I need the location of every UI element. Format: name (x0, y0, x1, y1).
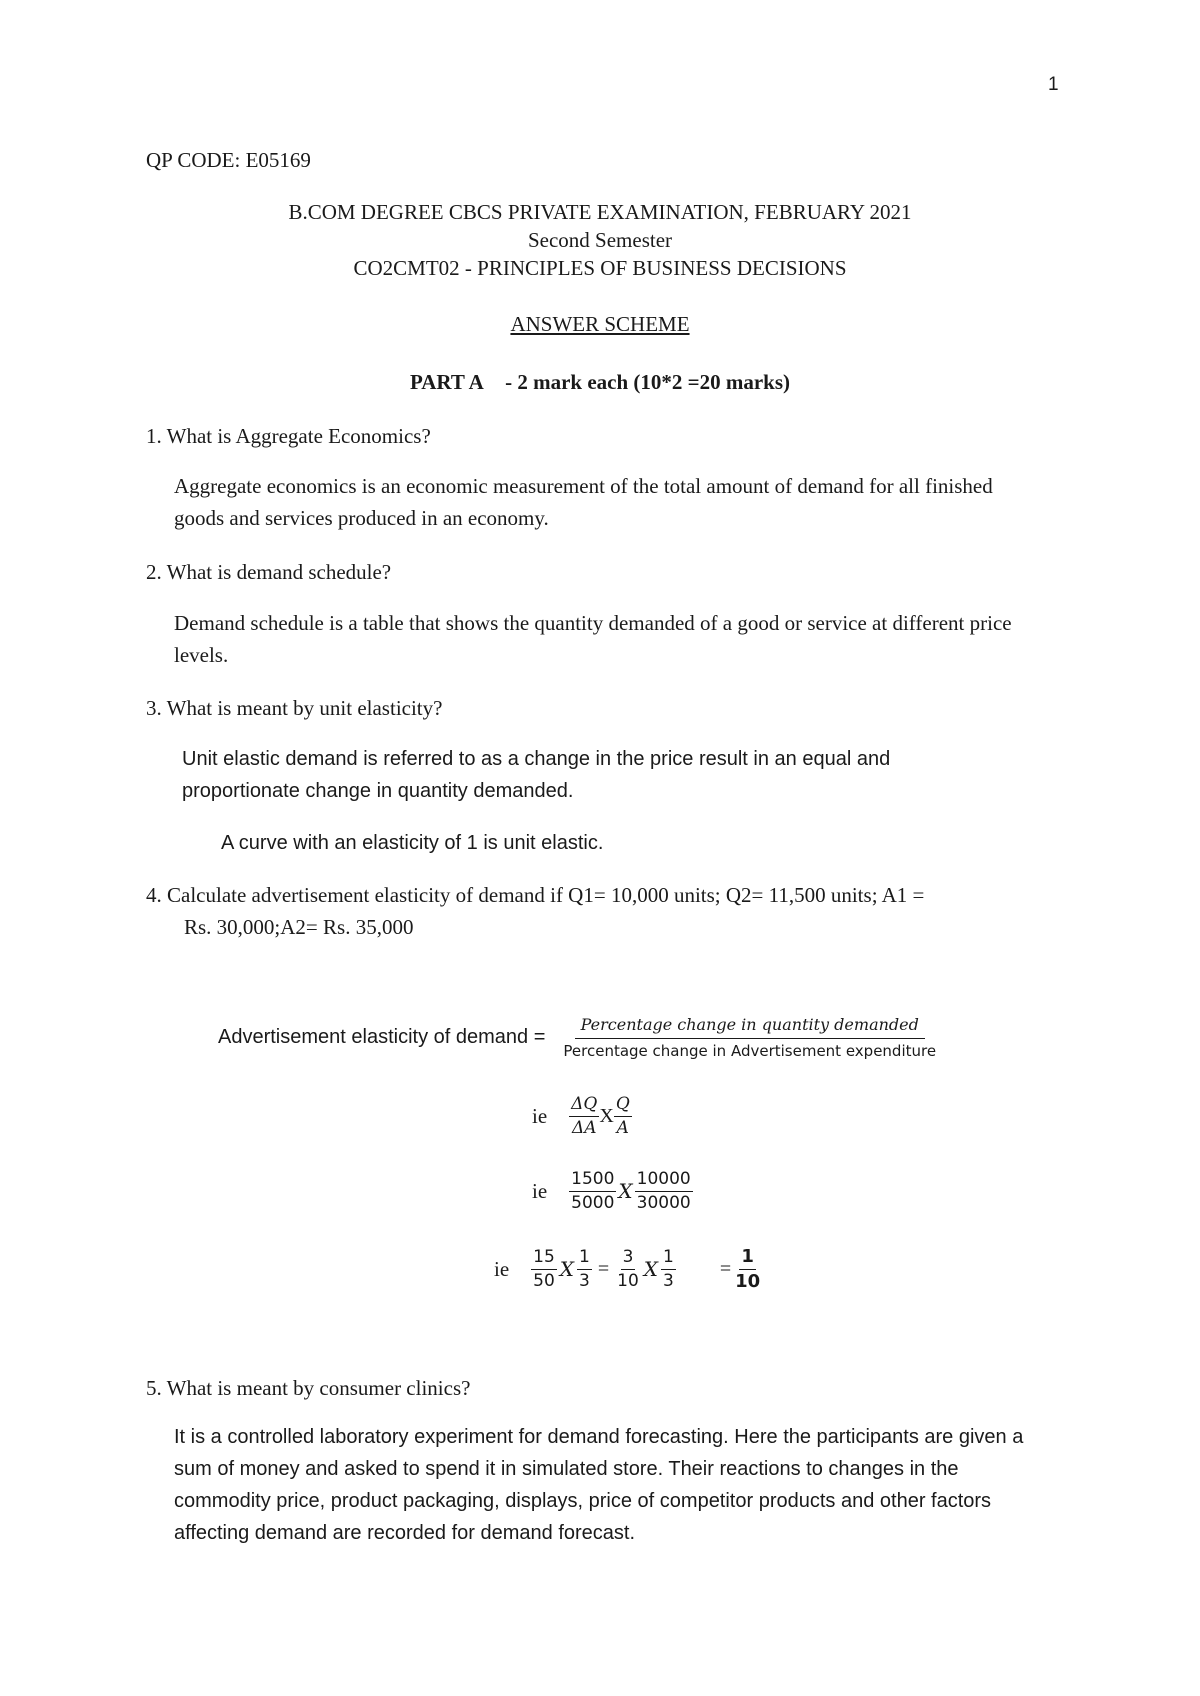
formula-step-3 (494, 1247, 762, 1292)
ie-label: ie (532, 1178, 548, 1203)
scheme-title: ANSWER SCHEME (510, 312, 690, 336)
page-number: 1 (1048, 74, 1059, 95)
qp-code: QP CODE: E05169 (146, 148, 311, 172)
formula-lhs: Advertisement elasticity of demand = (218, 1026, 546, 1049)
step3-equals-1: = (597, 1257, 610, 1280)
step2-n1: 1500 (569, 1170, 616, 1192)
question-4-line-1: 4. Calculate advertisement elasticity of demand if Q1= 10,000 units; Q2= 11,500 units; A1 = (146, 883, 925, 907)
part-a-marks: - 2 mark each (10*2 =20 marks) (505, 370, 791, 394)
step3-n2: 1 (577, 1248, 592, 1270)
step1-times: X (599, 1104, 614, 1127)
step1-n2: Q (614, 1095, 632, 1117)
answer-3: Unit elastic demand is referred to as a change in the price result in an equal and proportionate change in quantity demanded. (182, 748, 891, 802)
step3-n3: 3 (621, 1248, 636, 1270)
exam-title: B.COM DEGREE CBCS PRIVATE EXAMINATION, FEBRUARY 2021 (288, 200, 912, 224)
ie-label: ie (532, 1103, 548, 1128)
answer-5: It is a controlled laboratory experiment for demand forecasting. Here the participants are given a sum of money and asked to spend it in simulated store. Their reactions to changes in the commodity price, product packaging, displays, price of competitor products and other factors affecting demand are recorded for demand forecast. (174, 1426, 1024, 1544)
question-5: 5. What is meant by consumer clinics? (146, 1376, 471, 1400)
step3-times-2: X (643, 1257, 659, 1282)
answer-3-note: A curve with an elasticity of 1 is unit elastic. (221, 832, 604, 854)
step1-fraction-a (569, 1095, 599, 1137)
formula-denominator: Percentage change in Advertisement expenditure (563, 1041, 937, 1060)
step3-fraction-2 (577, 1248, 592, 1290)
step3-fraction-3 (615, 1248, 641, 1290)
question-1: 1. What is Aggregate Economics? (146, 424, 431, 448)
question-4-line-2: Rs. 30,000;A2= Rs. 35,000 (184, 915, 414, 939)
formula-step-1 (532, 1095, 632, 1137)
step2-times: X (618, 1179, 633, 1204)
formula-definition (218, 1016, 942, 1059)
question-3: 3. What is meant by unit elasticity? (146, 696, 443, 720)
answer-1: Aggregate economics is an economic measurement of the total amount of demand for all finished goods and services produced in an economy. (174, 474, 993, 530)
step3-d3: 10 (617, 1270, 639, 1291)
step3-result-fraction (733, 1247, 762, 1292)
step3-d2: 3 (579, 1270, 590, 1291)
step3-equals-2: = (719, 1257, 732, 1280)
step3-n4: 1 (661, 1248, 676, 1270)
step3-result-d: 10 (735, 1270, 761, 1292)
step3-fraction-4 (661, 1248, 676, 1290)
step1-n1: ΔQ (569, 1095, 599, 1117)
part-a-label: PART A (409, 370, 483, 394)
step3-n1: 15 (531, 1248, 557, 1270)
step1-d2: A (616, 1117, 629, 1138)
formula-numerator: Percentage change in quantity demanded (575, 1016, 925, 1039)
step2-d1: 5000 (571, 1192, 615, 1213)
step1-fraction-b (614, 1095, 632, 1137)
answer-2: Demand schedule is a table that shows the quantity demanded of a good or service at different price levels. (174, 611, 1012, 667)
course-title: CO2CMT02 - PRINCIPLES OF BUSINESS DECISIONS (353, 256, 847, 280)
formula-fraction (557, 1016, 942, 1059)
step2-fraction-a (569, 1170, 616, 1212)
part-a-heading (0, 370, 1200, 395)
step1-d1: ΔA (571, 1117, 597, 1138)
step2-d2: 30000 (636, 1192, 691, 1213)
step3-fraction-1 (531, 1248, 557, 1290)
step2-n2: 10000 (635, 1170, 693, 1192)
step3-result-n: 1 (739, 1247, 756, 1270)
ie-label: ie (494, 1256, 510, 1281)
step2-fraction-b (635, 1170, 693, 1212)
step3-times-1: X (559, 1257, 575, 1282)
formula-step-2 (532, 1170, 693, 1212)
semester: Second Semester (527, 228, 673, 252)
step3-d1: 50 (533, 1270, 555, 1291)
step3-d4: 3 (663, 1270, 674, 1291)
question-2: 2. What is demand schedule? (146, 560, 392, 584)
